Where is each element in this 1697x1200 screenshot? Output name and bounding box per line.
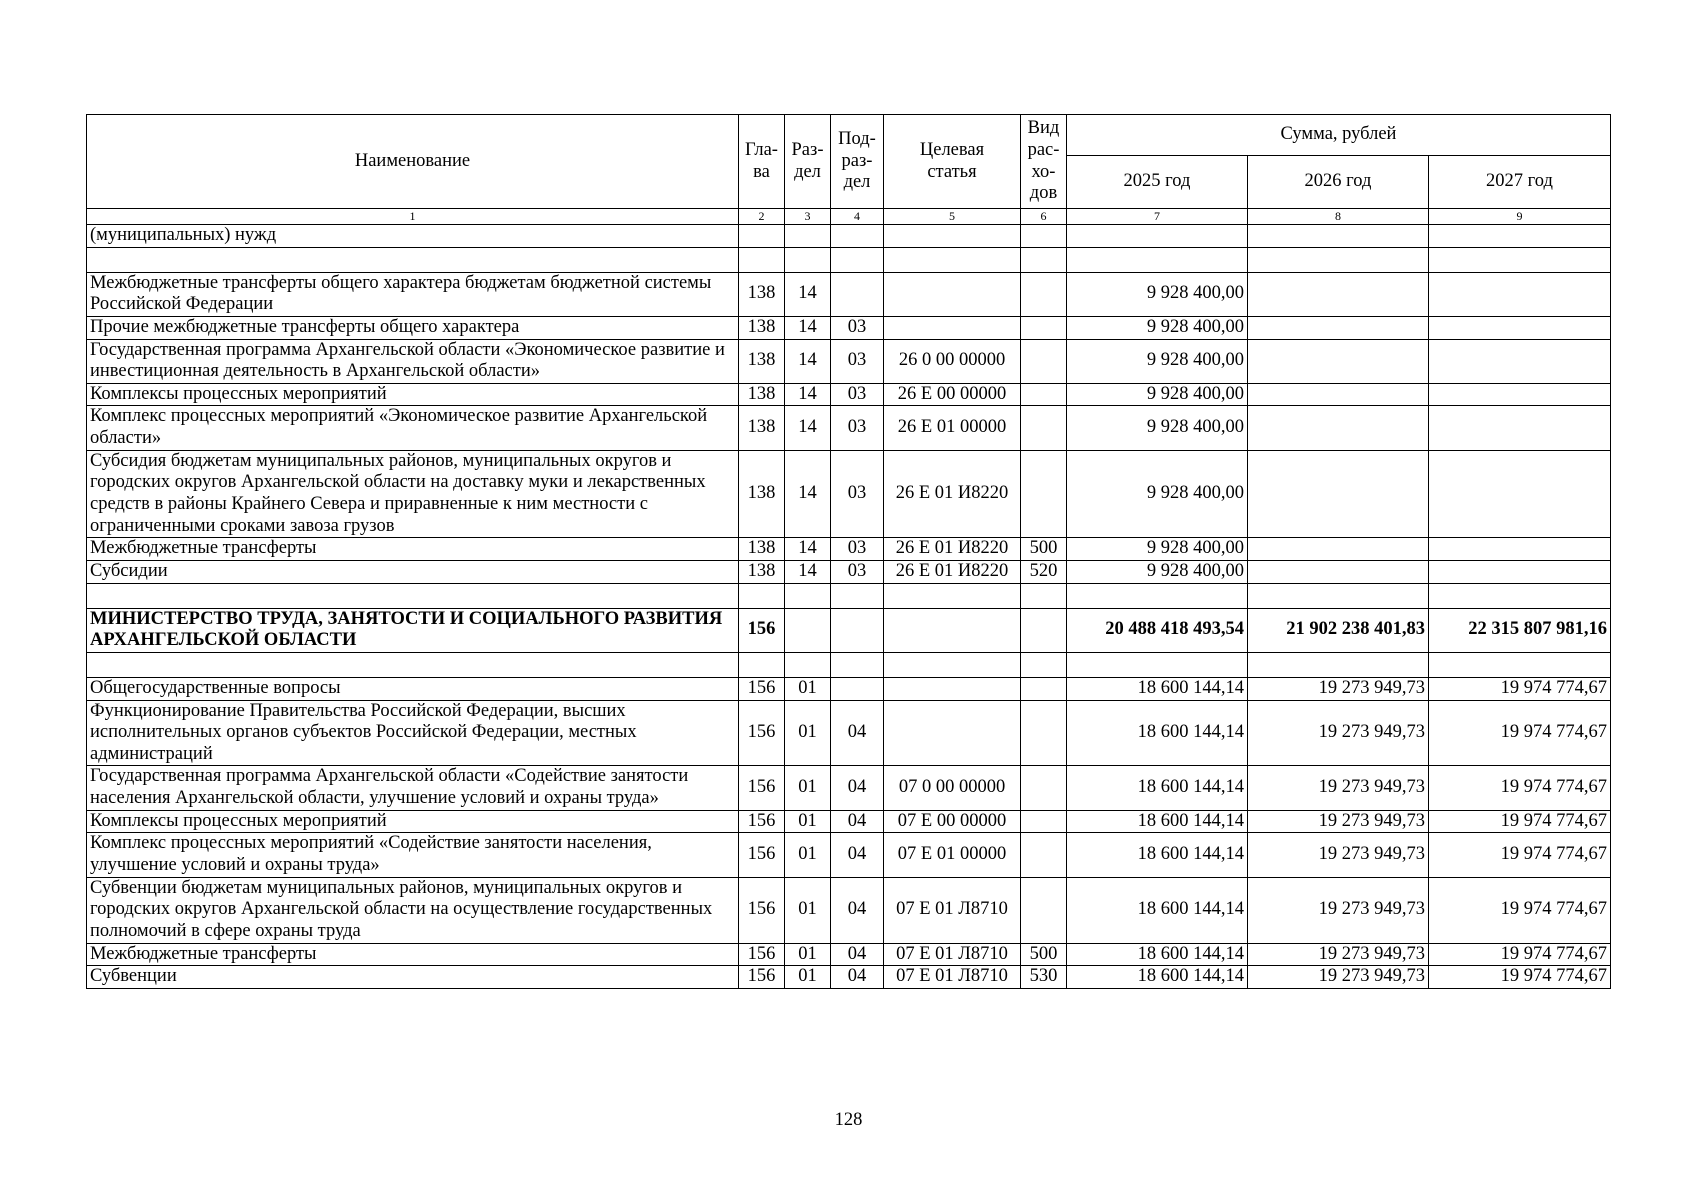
row-expense-type: 520 [1021, 560, 1067, 583]
table-body [87, 209, 1611, 989]
row-section: 14 [785, 538, 831, 561]
row-sum-2027 [1429, 247, 1611, 272]
row-chapter: 156 [739, 766, 785, 810]
row-sum-2027: 19 974 774,67 [1429, 966, 1611, 989]
row-target [884, 677, 1021, 700]
row-sum-2026 [1248, 560, 1429, 583]
row-sum-2025: 9 928 400,00 [1067, 272, 1248, 316]
table-row [87, 406, 1611, 450]
row-sum-2025: 9 928 400,00 [1067, 383, 1248, 406]
row-target: 07 Е 00 00000 [884, 810, 1021, 833]
table-row [87, 538, 1611, 561]
row-sum-2025: 9 928 400,00 [1067, 316, 1248, 339]
row-sum-2027: 19 974 774,67 [1429, 677, 1611, 700]
table-row [87, 766, 1611, 810]
row-subsection: 04 [831, 877, 884, 943]
row-sum-2025: 18 600 144,14 [1067, 943, 1248, 966]
row-name: Комплексы процессных мероприятий [87, 383, 739, 406]
row-name: МИНИСТЕРСТВО ТРУДА, ЗАНЯТОСТИ И СОЦИАЛЬНОГО РАЗВИТИЯ АРХАНГЕЛЬСКОЙ ОБЛАСТИ [87, 608, 739, 652]
row-section [785, 225, 831, 248]
row-subsection: 04 [831, 943, 884, 966]
row-name: Комплекс процессных мероприятий «Содействие занятости населения, улучшение условий и охраны труда» [87, 833, 739, 877]
row-subsection: 04 [831, 810, 884, 833]
row-subsection [831, 608, 884, 652]
row-chapter: 138 [739, 383, 785, 406]
row-sum-2027 [1429, 406, 1611, 450]
row-sum-2026: 19 273 949,73 [1248, 700, 1429, 766]
row-sum-2027 [1429, 383, 1611, 406]
row-subsection: 04 [831, 766, 884, 810]
row-sum-2025: 18 600 144,14 [1067, 766, 1248, 810]
row-name: Субвенции бюджетам муниципальных районов, муниципальных округов и городских округов Архангельской области на осуществление государственных полномочий в сфере охраны труда [87, 877, 739, 943]
table-row [87, 272, 1611, 316]
row-sum-2027 [1429, 225, 1611, 248]
row-expense-type [1021, 766, 1067, 810]
row-chapter: 138 [739, 339, 785, 383]
row-chapter: 156 [739, 943, 785, 966]
row-sum-2027 [1429, 272, 1611, 316]
row-section [785, 247, 831, 272]
row-target [884, 225, 1021, 248]
table-row [87, 316, 1611, 339]
row-chapter: 156 [739, 966, 785, 989]
table-row [87, 383, 1611, 406]
row-expense-type [1021, 383, 1067, 406]
header-target [884, 115, 1021, 209]
row-expense-type [1021, 677, 1067, 700]
row-subsection [831, 677, 884, 700]
row-name: Межбюджетные трансферты [87, 538, 739, 561]
row-sum-2026 [1248, 225, 1429, 248]
row-sum-2027: 19 974 774,67 [1429, 877, 1611, 943]
row-subsection: 03 [831, 316, 884, 339]
row-name: Общегосударственные вопросы [87, 677, 739, 700]
row-subsection: 04 [831, 700, 884, 766]
row-sum-2025: 18 600 144,14 [1067, 700, 1248, 766]
column-number-row [87, 209, 1611, 225]
row-target: 07 Е 01 00000 [884, 833, 1021, 877]
row-sum-2025: 18 600 144,14 [1067, 966, 1248, 989]
row-expense-type [1021, 272, 1067, 316]
row-sum-2026 [1248, 652, 1429, 677]
row-expense-type [1021, 810, 1067, 833]
table-row [87, 810, 1611, 833]
header-name: Наименование [87, 115, 739, 209]
row-sum-2026 [1248, 383, 1429, 406]
row-sum-2026 [1248, 316, 1429, 339]
row-target: 26 Е 01 И8220 [884, 538, 1021, 561]
row-expense-type [1021, 247, 1067, 272]
row-subsection [831, 272, 884, 316]
table-row [87, 450, 1611, 538]
row-expense-type [1021, 450, 1067, 538]
row-subsection: 04 [831, 833, 884, 877]
header-subsection [831, 115, 884, 209]
row-name: Субсидия бюджетам муниципальных районов, муниципальных округов и городских округов Архангельской области на доставку муки и лекарственных средств в районы Крайнего Севера и приравненные к ним местности с ограниченными сроками завоза грузов [87, 450, 739, 538]
row-section: 14 [785, 339, 831, 383]
row-name: Субсидии [87, 560, 739, 583]
table-row [87, 677, 1611, 700]
row-sum-2026: 19 273 949,73 [1248, 877, 1429, 943]
row-sum-2026: 19 273 949,73 [1248, 766, 1429, 810]
row-sum-2026: 19 273 949,73 [1248, 677, 1429, 700]
table-row [87, 652, 1611, 677]
row-subsection: 04 [831, 966, 884, 989]
row-sum-2027: 22 315 807 981,16 [1429, 608, 1611, 652]
row-expense-type: 500 [1021, 538, 1067, 561]
column-number: 8 [1248, 209, 1429, 225]
row-chapter: 138 [739, 450, 785, 538]
row-sum-2025: 18 600 144,14 [1067, 833, 1248, 877]
row-sum-2025 [1067, 652, 1248, 677]
row-sum-2027 [1429, 560, 1611, 583]
row-name: Прочие межбюджетные трансферты общего характера [87, 316, 739, 339]
row-chapter: 156 [739, 700, 785, 766]
row-sum-2026: 19 273 949,73 [1248, 943, 1429, 966]
header-sum-group: Сумма, рублей [1067, 115, 1611, 156]
row-sum-2025: 18 600 144,14 [1067, 677, 1248, 700]
row-sum-2025: 9 928 400,00 [1067, 538, 1248, 561]
row-sum-2025: 9 928 400,00 [1067, 560, 1248, 583]
row-sum-2026 [1248, 247, 1429, 272]
row-name [87, 247, 739, 272]
row-section [785, 652, 831, 677]
table-row [87, 700, 1611, 766]
page-number: 128 [834, 1110, 863, 1130]
row-sum-2026: 21 902 238 401,83 [1248, 608, 1429, 652]
row-sum-2027 [1429, 339, 1611, 383]
row-sum-2027: 19 974 774,67 [1429, 810, 1611, 833]
column-number: 9 [1429, 209, 1611, 225]
row-subsection: 03 [831, 538, 884, 561]
row-chapter: 138 [739, 560, 785, 583]
header-year-2025: 2025 год [1067, 156, 1248, 209]
row-section [785, 608, 831, 652]
row-section: 01 [785, 966, 831, 989]
row-sum-2027: 19 974 774,67 [1429, 943, 1611, 966]
row-target: 26 0 00 00000 [884, 339, 1021, 383]
row-sum-2025: 9 928 400,00 [1067, 406, 1248, 450]
row-chapter [739, 583, 785, 608]
row-expense-type: 530 [1021, 966, 1067, 989]
row-target [884, 272, 1021, 316]
row-chapter: 138 [739, 406, 785, 450]
header-subsection-label: Под- раз- дел [838, 129, 876, 193]
row-target: 26 Е 01 И8220 [884, 450, 1021, 538]
row-target: 07 Е 01 Л8710 [884, 877, 1021, 943]
row-target: 26 Е 01 И8220 [884, 560, 1021, 583]
row-sum-2026 [1248, 406, 1429, 450]
header-chapter-label: Гла- ва [745, 139, 778, 182]
header-year-2027: 2027 год [1429, 156, 1611, 209]
row-sum-2026: 19 273 949,73 [1248, 966, 1429, 989]
table-row [87, 943, 1611, 966]
column-number: 1 [87, 209, 739, 225]
row-section: 14 [785, 272, 831, 316]
row-name: Межбюджетные трансферты [87, 943, 739, 966]
row-expense-type [1021, 652, 1067, 677]
row-name: Межбюджетные трансферты общего характера бюджетам бюджетной системы Российской Федерации [87, 272, 739, 316]
column-number: 6 [1021, 209, 1067, 225]
row-target [884, 608, 1021, 652]
row-expense-type [1021, 700, 1067, 766]
row-subsection [831, 652, 884, 677]
row-chapter [739, 247, 785, 272]
row-sum-2026 [1248, 339, 1429, 383]
row-name: Государственная программа Архангельской области «Содействие занятости населения Архангельской области, улучшение условий и охраны труда» [87, 766, 739, 810]
table-row [87, 833, 1611, 877]
row-expense-type [1021, 316, 1067, 339]
row-sum-2027 [1429, 450, 1611, 538]
table-row [87, 560, 1611, 583]
column-number: 3 [785, 209, 831, 225]
table-row [87, 877, 1611, 943]
table-row [87, 339, 1611, 383]
row-expense-type: 500 [1021, 943, 1067, 966]
row-name: (муниципальных) нужд [87, 225, 739, 248]
row-target: 26 Е 01 00000 [884, 406, 1021, 450]
row-sum-2027 [1429, 316, 1611, 339]
row-subsection: 03 [831, 383, 884, 406]
header-year-2026: 2026 год [1248, 156, 1429, 209]
row-sum-2026 [1248, 538, 1429, 561]
row-target: 26 Е 00 00000 [884, 383, 1021, 406]
row-expense-type [1021, 608, 1067, 652]
column-number: 4 [831, 209, 884, 225]
header-section [785, 115, 831, 209]
row-sum-2027 [1429, 652, 1611, 677]
row-target [884, 583, 1021, 608]
header-expense-type-label: Вид рас- хо- дов [1027, 118, 1060, 204]
row-subsection: 03 [831, 339, 884, 383]
column-number: 5 [884, 209, 1021, 225]
row-section: 14 [785, 406, 831, 450]
table-row [87, 225, 1611, 248]
row-sum-2025 [1067, 247, 1248, 272]
row-expense-type [1021, 583, 1067, 608]
row-subsection [831, 247, 884, 272]
table-row [87, 608, 1611, 652]
header-expense-type [1021, 115, 1067, 209]
row-sum-2025 [1067, 225, 1248, 248]
row-expense-type [1021, 877, 1067, 943]
row-subsection: 03 [831, 450, 884, 538]
row-section: 01 [785, 677, 831, 700]
row-expense-type [1021, 339, 1067, 383]
row-target: 07 Е 01 Л8710 [884, 966, 1021, 989]
budget-table [86, 114, 1611, 989]
table-header [87, 115, 1611, 209]
row-sum-2025: 9 928 400,00 [1067, 339, 1248, 383]
row-target [884, 700, 1021, 766]
column-number: 7 [1067, 209, 1248, 225]
row-subsection [831, 225, 884, 248]
row-section: 14 [785, 560, 831, 583]
row-subsection: 03 [831, 406, 884, 450]
row-expense-type [1021, 406, 1067, 450]
row-chapter [739, 225, 785, 248]
row-sum-2026 [1248, 450, 1429, 538]
row-name: Функционирование Правительства Российской Федерации, высших исполнительных органов субъектов Российской Федерации, местных администраций [87, 700, 739, 766]
row-chapter [739, 652, 785, 677]
row-sum-2025: 18 600 144,14 [1067, 810, 1248, 833]
row-sum-2025: 18 600 144,14 [1067, 877, 1248, 943]
row-name: Комплексы процессных мероприятий [87, 810, 739, 833]
row-section [785, 583, 831, 608]
row-chapter: 156 [739, 810, 785, 833]
row-section: 01 [785, 810, 831, 833]
row-sum-2025: 9 928 400,00 [1067, 450, 1248, 538]
row-target: 07 0 00 00000 [884, 766, 1021, 810]
row-name: Субвенции [87, 966, 739, 989]
header-section-label: Раз- дел [791, 139, 824, 182]
row-name [87, 652, 739, 677]
row-sum-2027 [1429, 583, 1611, 608]
row-name: Государственная программа Архангельской области «Экономическое развитие и инвестиционная деятельность в Архангельской области» [87, 339, 739, 383]
row-sum-2025 [1067, 583, 1248, 608]
row-sum-2026: 19 273 949,73 [1248, 833, 1429, 877]
row-sum-2026 [1248, 583, 1429, 608]
row-chapter: 138 [739, 316, 785, 339]
table-row [87, 583, 1611, 608]
row-subsection [831, 583, 884, 608]
row-target [884, 316, 1021, 339]
table-row [87, 247, 1611, 272]
row-section: 01 [785, 766, 831, 810]
row-sum-2027: 19 974 774,67 [1429, 833, 1611, 877]
row-section: 14 [785, 383, 831, 406]
row-chapter: 138 [739, 538, 785, 561]
table-row [87, 966, 1611, 989]
row-chapter: 156 [739, 677, 785, 700]
column-number: 2 [739, 209, 785, 225]
header-target-label: Целевая статья [919, 139, 985, 182]
row-sum-2026: 19 273 949,73 [1248, 810, 1429, 833]
row-chapter: 156 [739, 833, 785, 877]
row-target [884, 247, 1021, 272]
row-section: 14 [785, 450, 831, 538]
row-sum-2027: 19 974 774,67 [1429, 700, 1611, 766]
row-expense-type [1021, 225, 1067, 248]
row-section: 01 [785, 877, 831, 943]
row-target: 07 Е 01 Л8710 [884, 943, 1021, 966]
row-sum-2025: 20 488 418 493,54 [1067, 608, 1248, 652]
row-name [87, 583, 739, 608]
row-name: Комплекс процессных мероприятий «Экономическое развитие Архангельской области» [87, 406, 739, 450]
row-sum-2027: 19 974 774,67 [1429, 766, 1611, 810]
row-section: 01 [785, 943, 831, 966]
row-expense-type [1021, 833, 1067, 877]
row-section: 14 [785, 316, 831, 339]
row-sum-2026 [1248, 272, 1429, 316]
row-section: 01 [785, 700, 831, 766]
row-sum-2027 [1429, 538, 1611, 561]
row-target [884, 652, 1021, 677]
row-chapter: 138 [739, 272, 785, 316]
row-subsection: 03 [831, 560, 884, 583]
row-section: 01 [785, 833, 831, 877]
header-chapter [739, 115, 785, 209]
row-chapter: 156 [739, 608, 785, 652]
row-chapter: 156 [739, 877, 785, 943]
